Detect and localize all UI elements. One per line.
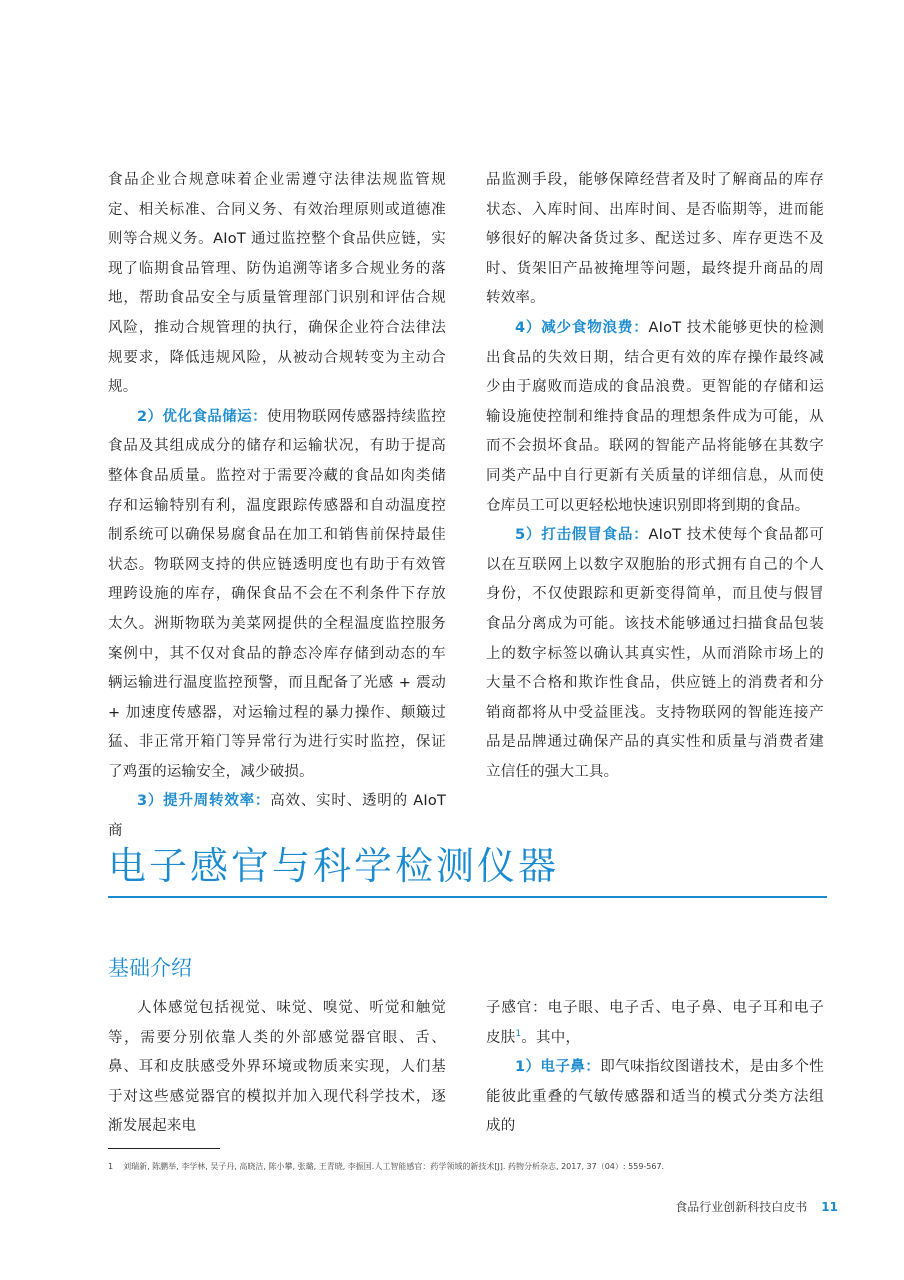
footnote-text: 刘瑞新, 陈鹏举, 李学林, 吴子丹, 高晓洁, 陈小攀, 张璐, 王青晓, 李振国.人工智能感官：药学领域的新技术[J]. 药物分析杂志, 2017, 37（04）: 559-567. <box>123 1162 665 1171</box>
footer-doc-title: 食品行业创新科技白皮书 <box>675 1200 808 1214</box>
paragraph-food-waste <box>486 314 824 521</box>
heading-turnover: 3）提升周转效率： <box>137 793 271 810</box>
body-turnover: 高效、实时、透明的 AIoT 商 <box>108 793 446 840</box>
paragraph-compliance: 食品企业合规意味着企业需遵守法律法规监管规定、相关标准、合同义务、有效治理原则或道德准则等合规义务。AIoT 通过监控整个食品供应链，实现了临期食品管理、防伪追溯等诸多合规业务的落地，帮助食品安全与质量管理部门识别和评估合规风险，推动合规管理的执行，确保企业符合法律法规要求，降低违规风险，从被动合规转变为主动合规。 <box>108 172 446 396</box>
footnote-number: 1 <box>108 1162 114 1171</box>
left-column-bottom <box>108 994 446 1142</box>
body-storage-transport: 使用物联网传感器持续监控食品及其组成成分的储存和运输状况，有助于提高整体食品质量。监控对于需要冷藏的食品如肉类储存和运输特别有利，温度跟踪传感器和自动温度控制系统可以确保易腐食品在加工和销售前保持最佳状态。物联网支持的供应链透明度也有助于有效管理跨设施的库存，确保食品不会在不利条件下存放太久。洲斯物联为美菜网提供的全程温度监控服务案例中，其不仅对食品的静态冷库存储到动态的车辆运输进行温度监控预警，而且配备了光感 + 震动 + 加速度传感器，对运输过程的暴力操作、颠簸过猛、非正常开箱门等异常行为进行实时监控，保证了鸡蛋的运输安全，减少破损。 <box>108 408 447 780</box>
section-divider <box>108 896 827 898</box>
footnote-divider <box>108 1148 220 1149</box>
paragraph-counterfeit <box>486 521 824 787</box>
body-counterfeit: AIoT 技术使每个食品都可以在互联网上以数字双胞胎的形式拥有自己的个人身份，不仅使跟踪和更新变得简单，而且使与假冒食品分离成为可能。该技术能够通过扫描食品包装上的数字标签以确认其真实性，从而消除市场上的大量不合格和欺诈性食品，供应链上的消费者和分销商都将从中受益匪浅。支持物联网的智能连接产品是品牌通过确保产品的真实性和质量与消费者建立信任的强大工具。 <box>486 527 824 780</box>
footnote <box>108 1160 828 1174</box>
paragraph-electronic-senses <box>486 994 824 1053</box>
page-footer <box>675 1198 838 1216</box>
right-column-bottom <box>486 994 824 1142</box>
electronic-senses-text-end: 。其中， <box>521 1029 581 1046</box>
heading-counterfeit: 5）打击假冒食品： <box>515 527 649 544</box>
page-number: 11 <box>821 1200 838 1214</box>
subsection-title: 基础介绍 <box>108 956 192 980</box>
electronic-senses-text: 子感官：电子眼、电子舌、电子鼻、电子耳和电子皮肤 <box>486 1000 824 1046</box>
paragraph-electronic-nose <box>486 1053 824 1142</box>
paragraph-turnover-cont: 品监测手段，能够保障经营者及时了解商品的库存状态、入库时间、出库时间、是否临期等，进而能够很好的解决备货过多、配送过多、库存更迭不及时、货架旧产品被掩埋等问题，最终提升商品的周转效率。 <box>486 172 824 307</box>
left-column-top <box>108 166 446 847</box>
footnote-reference[interactable]: 1 <box>515 1028 522 1039</box>
heading-storage-transport: 2）优化食品储运： <box>137 408 268 425</box>
right-column-top <box>486 166 824 787</box>
paragraph-human-senses: 人体感觉包括视觉、味觉、嗅觉、听觉和触觉等，需要分别依靠人类的外部感觉器官眼、舌、鼻、耳和皮肤感受外界环境或物质来实现，人们基于对这些感觉器官的模拟并加入现代科学技术，逐渐发展起来电 <box>108 1000 446 1135</box>
section-title: 电子感官与科学检测仪器 <box>108 844 560 888</box>
heading-food-waste: 4）减少食物浪费： <box>515 319 649 336</box>
body-electronic-nose: 即气味指纹图谱技术，是由多个性能彼此重叠的气敏传感器和适当的模式分类方法组成的 <box>486 1059 824 1135</box>
body-food-waste: AIoT 技术能够更快的检测出食品的失效日期，结合更有效的库存操作最终减少由于腐败而造成的食品浪费。更智能的存储和运输设施使控制和维持食品的理想条件成为可能，从而不会损坏食品。联网的智能产品将能够在其数字同类产品中自行更新有关质量的详细信息，从而使仓库员工可以更轻松地快速识别即将到期的食品。 <box>486 319 824 514</box>
paragraph-storage-transport <box>108 403 446 788</box>
heading-electronic-nose: 1）电子鼻： <box>515 1059 601 1076</box>
